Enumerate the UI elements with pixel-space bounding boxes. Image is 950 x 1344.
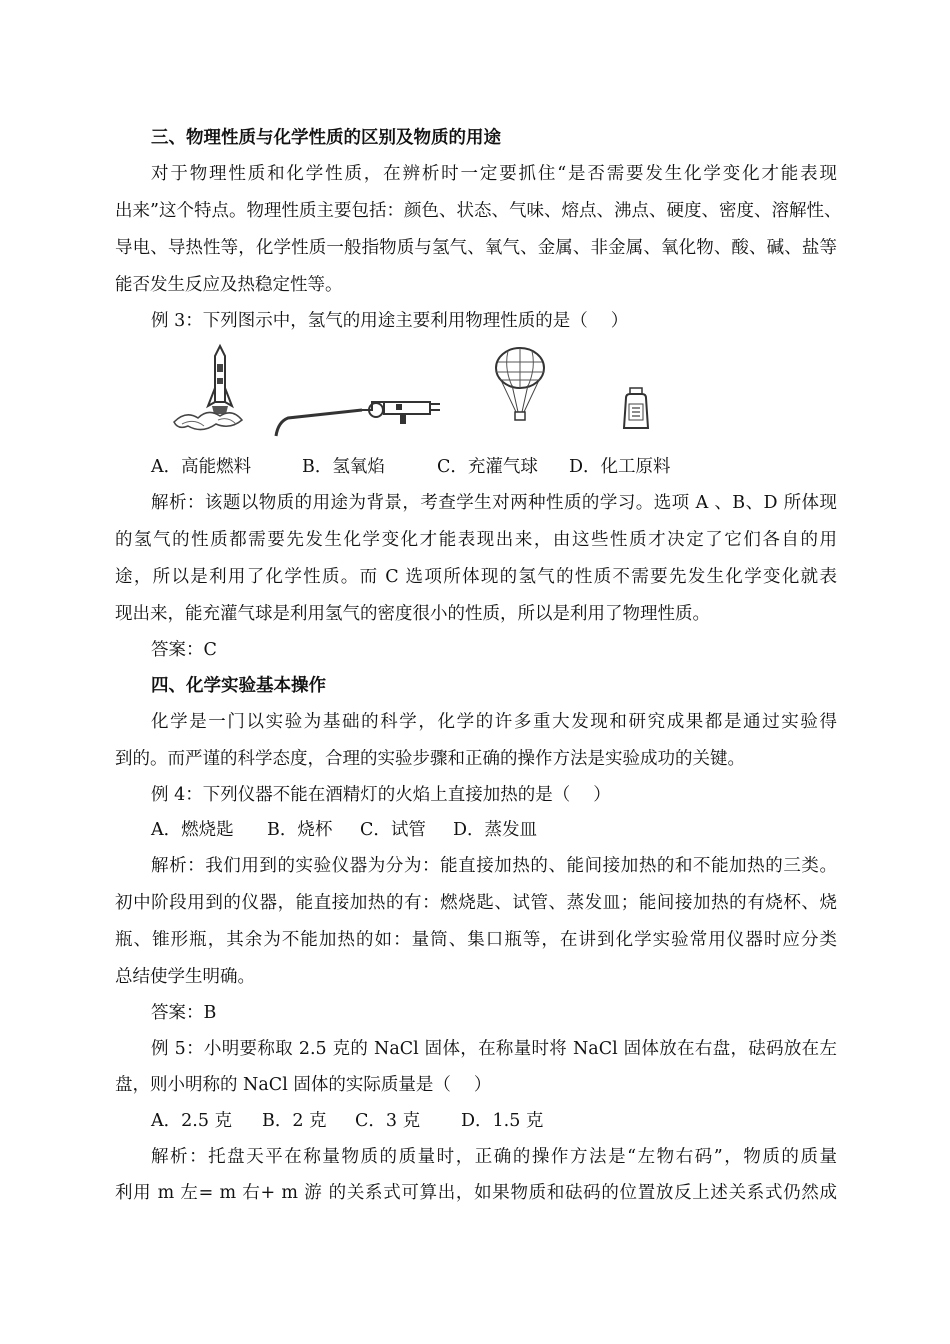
paragraph-line: 化学是一门以实验为基础的科学，化学的许多重大发现和研究成果都是通过实验得 bbox=[151, 712, 837, 732]
paragraph-line: 出来”这个特点。物理性质主要包括：颜色、状态、气味、熔点、沸点、硬度、密度、溶解性、 bbox=[115, 201, 842, 221]
option-a: A．2.5 克 bbox=[151, 1111, 233, 1131]
analysis-line: 初中阶段用到的仪器，能直接加热的有：燃烧匙、试管、蒸发皿；能间接加热的有烧杯、烧 bbox=[115, 893, 837, 913]
option-c: C．充灌气球 bbox=[437, 457, 538, 477]
analysis-line: 解析：托盘天平在称量物质的质量时，正确的操作方法是“左物右码”，物质的质量 bbox=[151, 1147, 837, 1167]
example-3-answer: 答案：C bbox=[151, 640, 217, 660]
option-b: B．2 克 bbox=[262, 1111, 327, 1131]
paragraph-line: 能否发生反应及热稳定性等。 bbox=[115, 275, 343, 295]
example-4-answer: 答案：B bbox=[151, 1003, 217, 1023]
paragraph-line: 到的。而严谨的科学态度，合理的实验步骤和正确的操作方法是实验成功的关键。 bbox=[115, 749, 745, 769]
option-d: D．化工原料 bbox=[569, 457, 671, 477]
analysis-line: 解析：该题以物质的用途为背景，考查学生对两种性质的学习。选项 A 、B、D 所体现 bbox=[151, 493, 837, 513]
torch-illustration bbox=[272, 340, 444, 440]
analysis-line: 瓶、锥形瓶，其余为不能加热的如：量筒、集口瓶等，在讲到化学实验常用仪器时应分类 bbox=[115, 930, 837, 950]
section-4-heading: 四、化学实验基本操作 bbox=[151, 676, 326, 696]
rocket-illustration bbox=[168, 340, 248, 440]
paragraph-line: 对于物理性质和化学性质，在辨析时一定要抓住“是否需要发生化学变化才能表现 bbox=[151, 164, 837, 184]
option-c: C．3 克 bbox=[355, 1111, 421, 1131]
option-b: B．烧杯 bbox=[267, 820, 333, 840]
option-a: A．高能燃料 bbox=[151, 457, 252, 477]
option-c: C．试管 bbox=[360, 820, 426, 840]
example-3-question: 例 3：下列图示中，氢气的用途主要利用物理性质的是（ ） bbox=[151, 311, 629, 331]
section-3-heading: 三、物理性质与化学性质的区别及物质的用途 bbox=[151, 128, 501, 148]
option-b: B．氢氧焰 bbox=[302, 457, 385, 477]
analysis-line: 现出来，能充灌气球是利用氢气的密度很小的性质，所以是利用了物理性质。 bbox=[115, 604, 710, 624]
option-d: D．蒸发皿 bbox=[453, 820, 538, 840]
example-5-question: 例 5：小明要称取 2.5 克的 NaCl 固体，在称量时将 NaCl 固体放在右盘，砝码放在左 bbox=[151, 1039, 837, 1059]
example-5-question: 盘，则小明称的 NaCl 固体的实际质量是（ ） bbox=[115, 1075, 492, 1095]
balloon-illustration bbox=[490, 340, 550, 440]
analysis-line: 的氢气的性质都需要先发生化学变化才能表现出来，由这些性质才决定了它们各自的用 bbox=[115, 530, 837, 550]
reagent-bottle-illustration bbox=[616, 340, 656, 440]
option-a: A．燃烧匙 bbox=[151, 820, 234, 840]
example-4-question: 例 4：下列仪器不能在酒精灯的火焰上直接加热的是（ ） bbox=[151, 785, 611, 805]
analysis-line: 途，所以是利用了化学性质。而 C 选项所体现的氢气的性质不需要先发生化学变化就表 bbox=[115, 567, 837, 587]
analysis-line: 总结使学生明确。 bbox=[115, 967, 255, 987]
analysis-line: 利用 m 左= m 右+ m 游 的关系式可算出，如果物质和砝码的位置放反上述关系式仍然成 bbox=[115, 1183, 837, 1203]
option-d: D．1.5 克 bbox=[461, 1111, 544, 1131]
analysis-line: 解析：我们用到的实验仪器为分为：能直接加热的、能间接加热的和不能加热的三类。 bbox=[151, 856, 837, 876]
paragraph-line: 导电、导热性等，化学性质一般指物质与氢气、氧气、金属、非金属、氧化物、酸、碱、盐等 bbox=[115, 238, 837, 258]
